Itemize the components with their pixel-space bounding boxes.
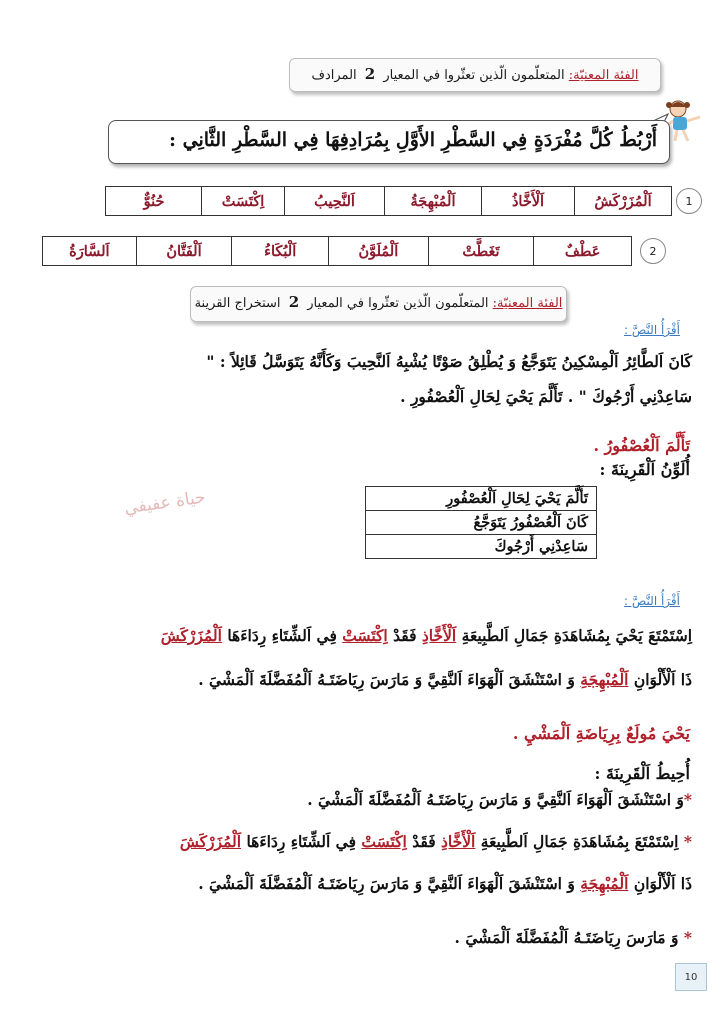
question-heading: يَحْيَ مُولَعٌ بِرِيَاضَةِ اَلْمَشْيِ . <box>512 724 690 743</box>
banner-text: المتعلّمون الّذين تعثّروا في المعيار <box>383 68 565 83</box>
task-label: أُحِيطُ اَلْقَرِينَةَ : <box>594 764 690 783</box>
text-line <box>161 626 692 645</box>
category-banner-1 <box>289 58 661 92</box>
option-line[interactable] <box>180 832 692 851</box>
text-line <box>198 670 692 689</box>
word-cell[interactable]: عَطْفٌ <box>533 237 631 265</box>
word-row-1 <box>105 186 672 216</box>
highlight-word: اَلْأَخَّاذِ <box>421 626 457 645</box>
option-text: ذَا اَلْأَلْوَانِ <box>628 874 692 893</box>
row-number-1: 1 <box>676 188 702 214</box>
star-bullet: * <box>683 928 692 947</box>
star-bullet: * <box>683 832 692 851</box>
instruction-text: أَرْبُطُ كُلَّ مُفْرَدَةٍ فِي السَّطْرِ الأَوَّلِ بِمُرَادِفِهَا فِي السَّطْرِ الثَّانِي : <box>168 129 657 151</box>
instruction-box <box>108 120 670 164</box>
highlight-word: اَلْمُبْهِجَةِ <box>580 874 629 893</box>
row-number-2: 2 <box>640 238 666 264</box>
option-text: اِسْتَمْتَعَ بِمُشَاهَدَةِ جَمَالِ اَلطَّبِيعَةِ <box>475 832 684 851</box>
text-span: فَقَدْ <box>387 626 422 645</box>
read-label: أَقْرَأُ النَّصَّ : <box>623 323 680 337</box>
word-cell[interactable]: اَلْمُلَوَّنُ <box>328 237 428 265</box>
star-bullet: * <box>683 790 692 809</box>
word-cell[interactable]: اَلْفَتَّانُ <box>136 237 232 265</box>
word-cell[interactable]: اَلنَّحِيبُ <box>284 187 384 215</box>
option-text: وَ اسْتَنْشَقَ اَلْهَوَاءَ اَلنَّقِيَّ وَ مَارَسَ رِيَاضَتَـهُ اَلْمُفَضَّلَةَ اَلْمَشْيَ . <box>198 874 581 893</box>
option-text: وَ اسْتَنْشَقَ اَلْهَوَاءَ اَلنَّقِيَّ وَ مَارَسَ رِيَاضَتَـهُ اَلْمُفَضَّلَةَ اَلْمَشْيَ . <box>307 790 684 809</box>
watermark-signature: حياة عفيفي <box>123 487 207 519</box>
text-span: ذَا اَلْأَلْوَانِ <box>628 670 692 689</box>
banner-tail: المرادف <box>311 68 357 83</box>
option-line-continued <box>198 874 692 893</box>
choice-cell[interactable]: تَأَلَّمَ يَحْيَ لِحَالِ اَلْعُصْفُورِ <box>366 487 597 511</box>
page-number: 10 <box>675 963 707 991</box>
category-banner-2 <box>190 286 567 322</box>
word-cell[interactable]: اَلْمُزَرْكَشُ <box>574 187 671 215</box>
option-line[interactable] <box>455 928 692 947</box>
read-label: أَقْرَأُ النَّصَّ : <box>623 594 680 608</box>
word-cell[interactable]: اَلْبُكَاءُ <box>231 237 328 265</box>
word-cell[interactable]: اَلْمُبْهِجَةُ <box>384 187 481 215</box>
highlight-word: اِكْتَسَتْ <box>342 626 388 645</box>
word-cell[interactable]: تَغَطَّتْ <box>428 237 534 265</box>
text-span: وَ اسْتَنْشَقَ اَلْهَوَاءَ اَلنَّقِيَّ وَ مَارَسَ رِيَاضَتَـهُ اَلْمُفَضَّلَةَ اَلْمَشْيَ . <box>198 670 581 689</box>
question-heading: تَأَلَّمَ اَلْعُصْفُورُ . <box>593 436 690 455</box>
word-cell[interactable]: اَلسَّارَةُ <box>69 242 110 260</box>
choice-cell[interactable]: سَاعِدْنِي أَرْجُوكَ <box>366 535 597 559</box>
option-line[interactable] <box>307 790 692 809</box>
text-line: سَاعِدْنِي أَرْجُوكَ " . تَأَلَّمَ يَحْيَ لِحَالِ اَلْعُصْفُورِ . <box>400 387 692 406</box>
banner-number: 2 <box>364 65 376 83</box>
text-line: كَانَ اَلطَّائِرُ اَلْمِسْكِينُ يَتَوَجَّعُ وَ يُطْلِقُ صَوْتًا يُشْبِهُ اَلنَّحِيبَ وَكَأَنَّهُ يَتَوَسَّلُ قَائِلاً : " <box>206 352 692 371</box>
text-span: اِسْتَمْتَعَ يَحْيَ بِمُشَاهَدَةِ جَمَالِ اَلطَّبِيعَةِ <box>456 626 692 645</box>
highlight-word: اَلْمُزَرْكَشَ <box>179 832 242 851</box>
highlight-word: اَلْأَخَّاذِ <box>441 832 476 851</box>
choice-cell[interactable]: كَانَ اَلْعُصْفُورُ يَتَوَجَّعُ <box>366 511 597 535</box>
choices-table <box>365 486 597 559</box>
option-text: فَقَدْ <box>406 832 442 851</box>
word-cell[interactable]: اَلْأَخَّاذُ <box>481 187 574 215</box>
banner-number: 2 <box>288 293 300 311</box>
highlight-word: اِكْتَسَتْ <box>361 832 407 851</box>
word-cell[interactable]: حُنُوٌّ <box>143 192 165 210</box>
banner-text: المتعلّمون الّذين تعثّروا في المعيار <box>307 296 489 311</box>
word-cell[interactable]: اِكْتَسَتْ <box>201 187 284 215</box>
option-text: فِي اَلشِّتَاءِ رِدَاءَهَا <box>241 832 362 851</box>
task-label: أُلَوِّنُ اَلْقَرِينَةَ : <box>599 460 690 479</box>
banner-tail: استخراج القرينة <box>194 296 281 311</box>
option-text: وَ مَارَسَ رِيَاضَتَـهُ اَلْمُفَضَّلَةَ اَلْمَشْيَ . <box>454 928 684 947</box>
banner-label: الفئة المعنيّة: <box>492 296 563 311</box>
highlight-word: اَلْمُبْهِجَةِ <box>580 670 629 689</box>
word-row-2 <box>42 236 632 266</box>
banner-label: الفئة المعنيّة: <box>568 68 639 83</box>
highlight-word: اَلْمُزَرْكَشَ <box>160 626 222 645</box>
text-span: فِي اَلشِّتَاءِ رِدَاءَهَا <box>221 626 343 645</box>
